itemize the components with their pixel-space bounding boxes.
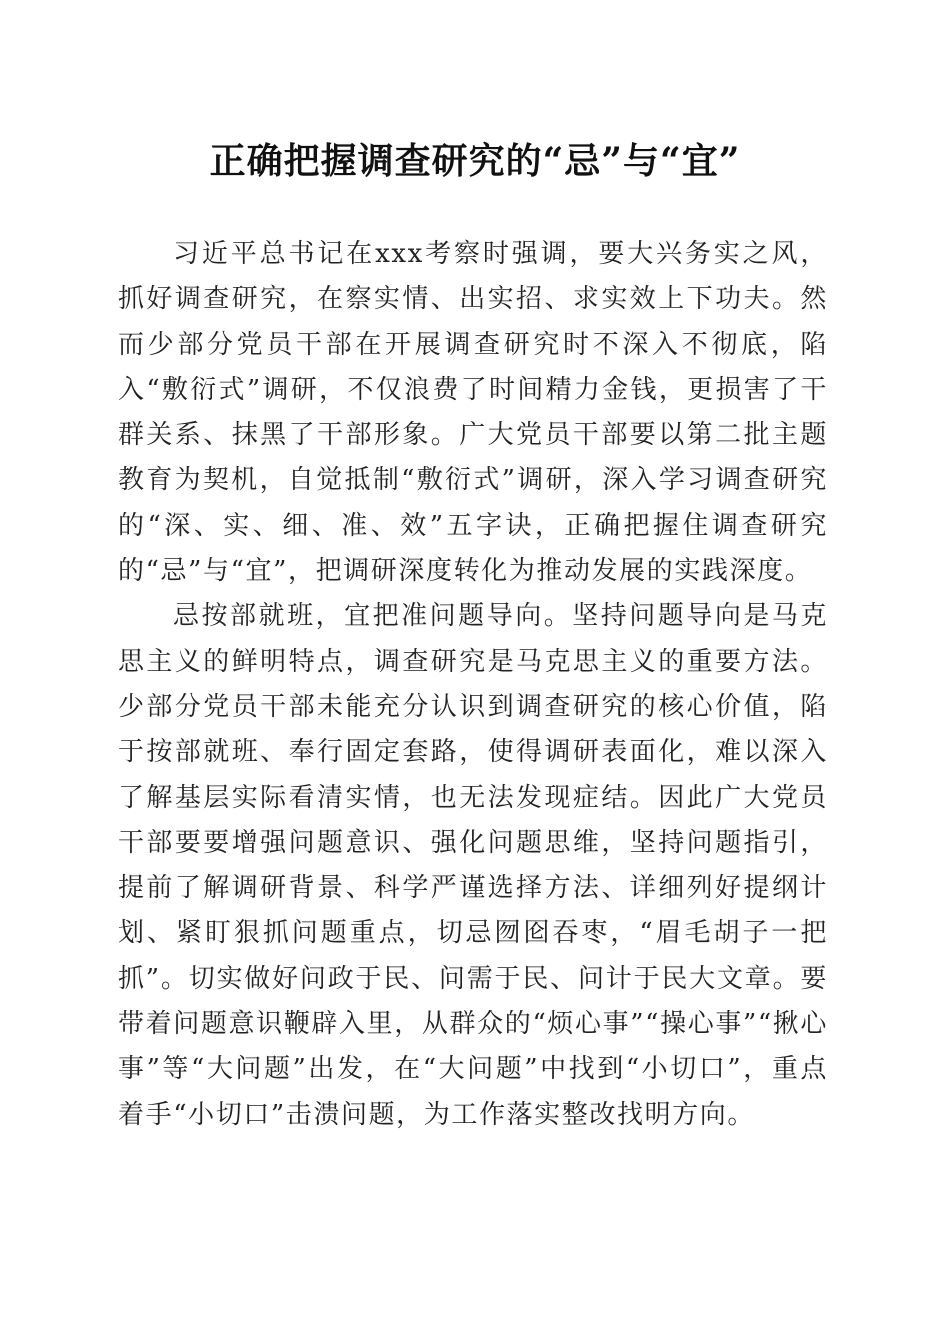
document-body: [118, 232, 828, 1138]
document-title: 正确把握调查研究的“忌”与“宜”: [209, 140, 741, 182]
paragraph-intro: 习近平总书记在xxx考察时强调，要大兴务实之风，抓好调查研究，在察实情、出实招、求实效上下功夫。然而少部分党员干部在开展调查研究时不深入不彻底，陷入“敷衍式”调研，不仅浪费了时间精力金钱，更损害了干群关系、抹黑了干部形象。广大党员干部要以第二批主题教育为契机，自觉抵制“敷衍式”调研，深入学习调查研究的“深、实、细、准、效”五字诀，正确把握住调查研究的“忌”与“宜”，把调研深度转化为推动发展的实践深度。: [118, 239, 828, 587]
paragraph-problem-orientation: 忌按部就班，宜把准问题导向。坚持问题导向是马克思主义的鲜明特点，调查研究是马克思主义的重要方法。少部分党员干部未能充分认识到调查研究的核心价值，陷于按部就班、奉行固定套路，使得调研表面化，难以深入了解基层实际看清实情，也无法发现症结。因此广大党员干部要要增强问题意识、强化问题思维，坚持问题指引，提前了解调研背景、科学严谨选择方法、详细列好提纲计划、紧盯狠抓问题重点，切忌囫囵吞枣，“眉毛胡子一把抓”。切实做好问政于民、问需于民、问计于民大文章。要带着问题意识鞭辟入里，从群众的“烦心事”“操心事”“揪心事”等“大问题”出发，在“大问题”中找到“小切口”，重点着手“小切口”击溃问题，为工作落实整改找明方向。: [118, 601, 828, 1130]
